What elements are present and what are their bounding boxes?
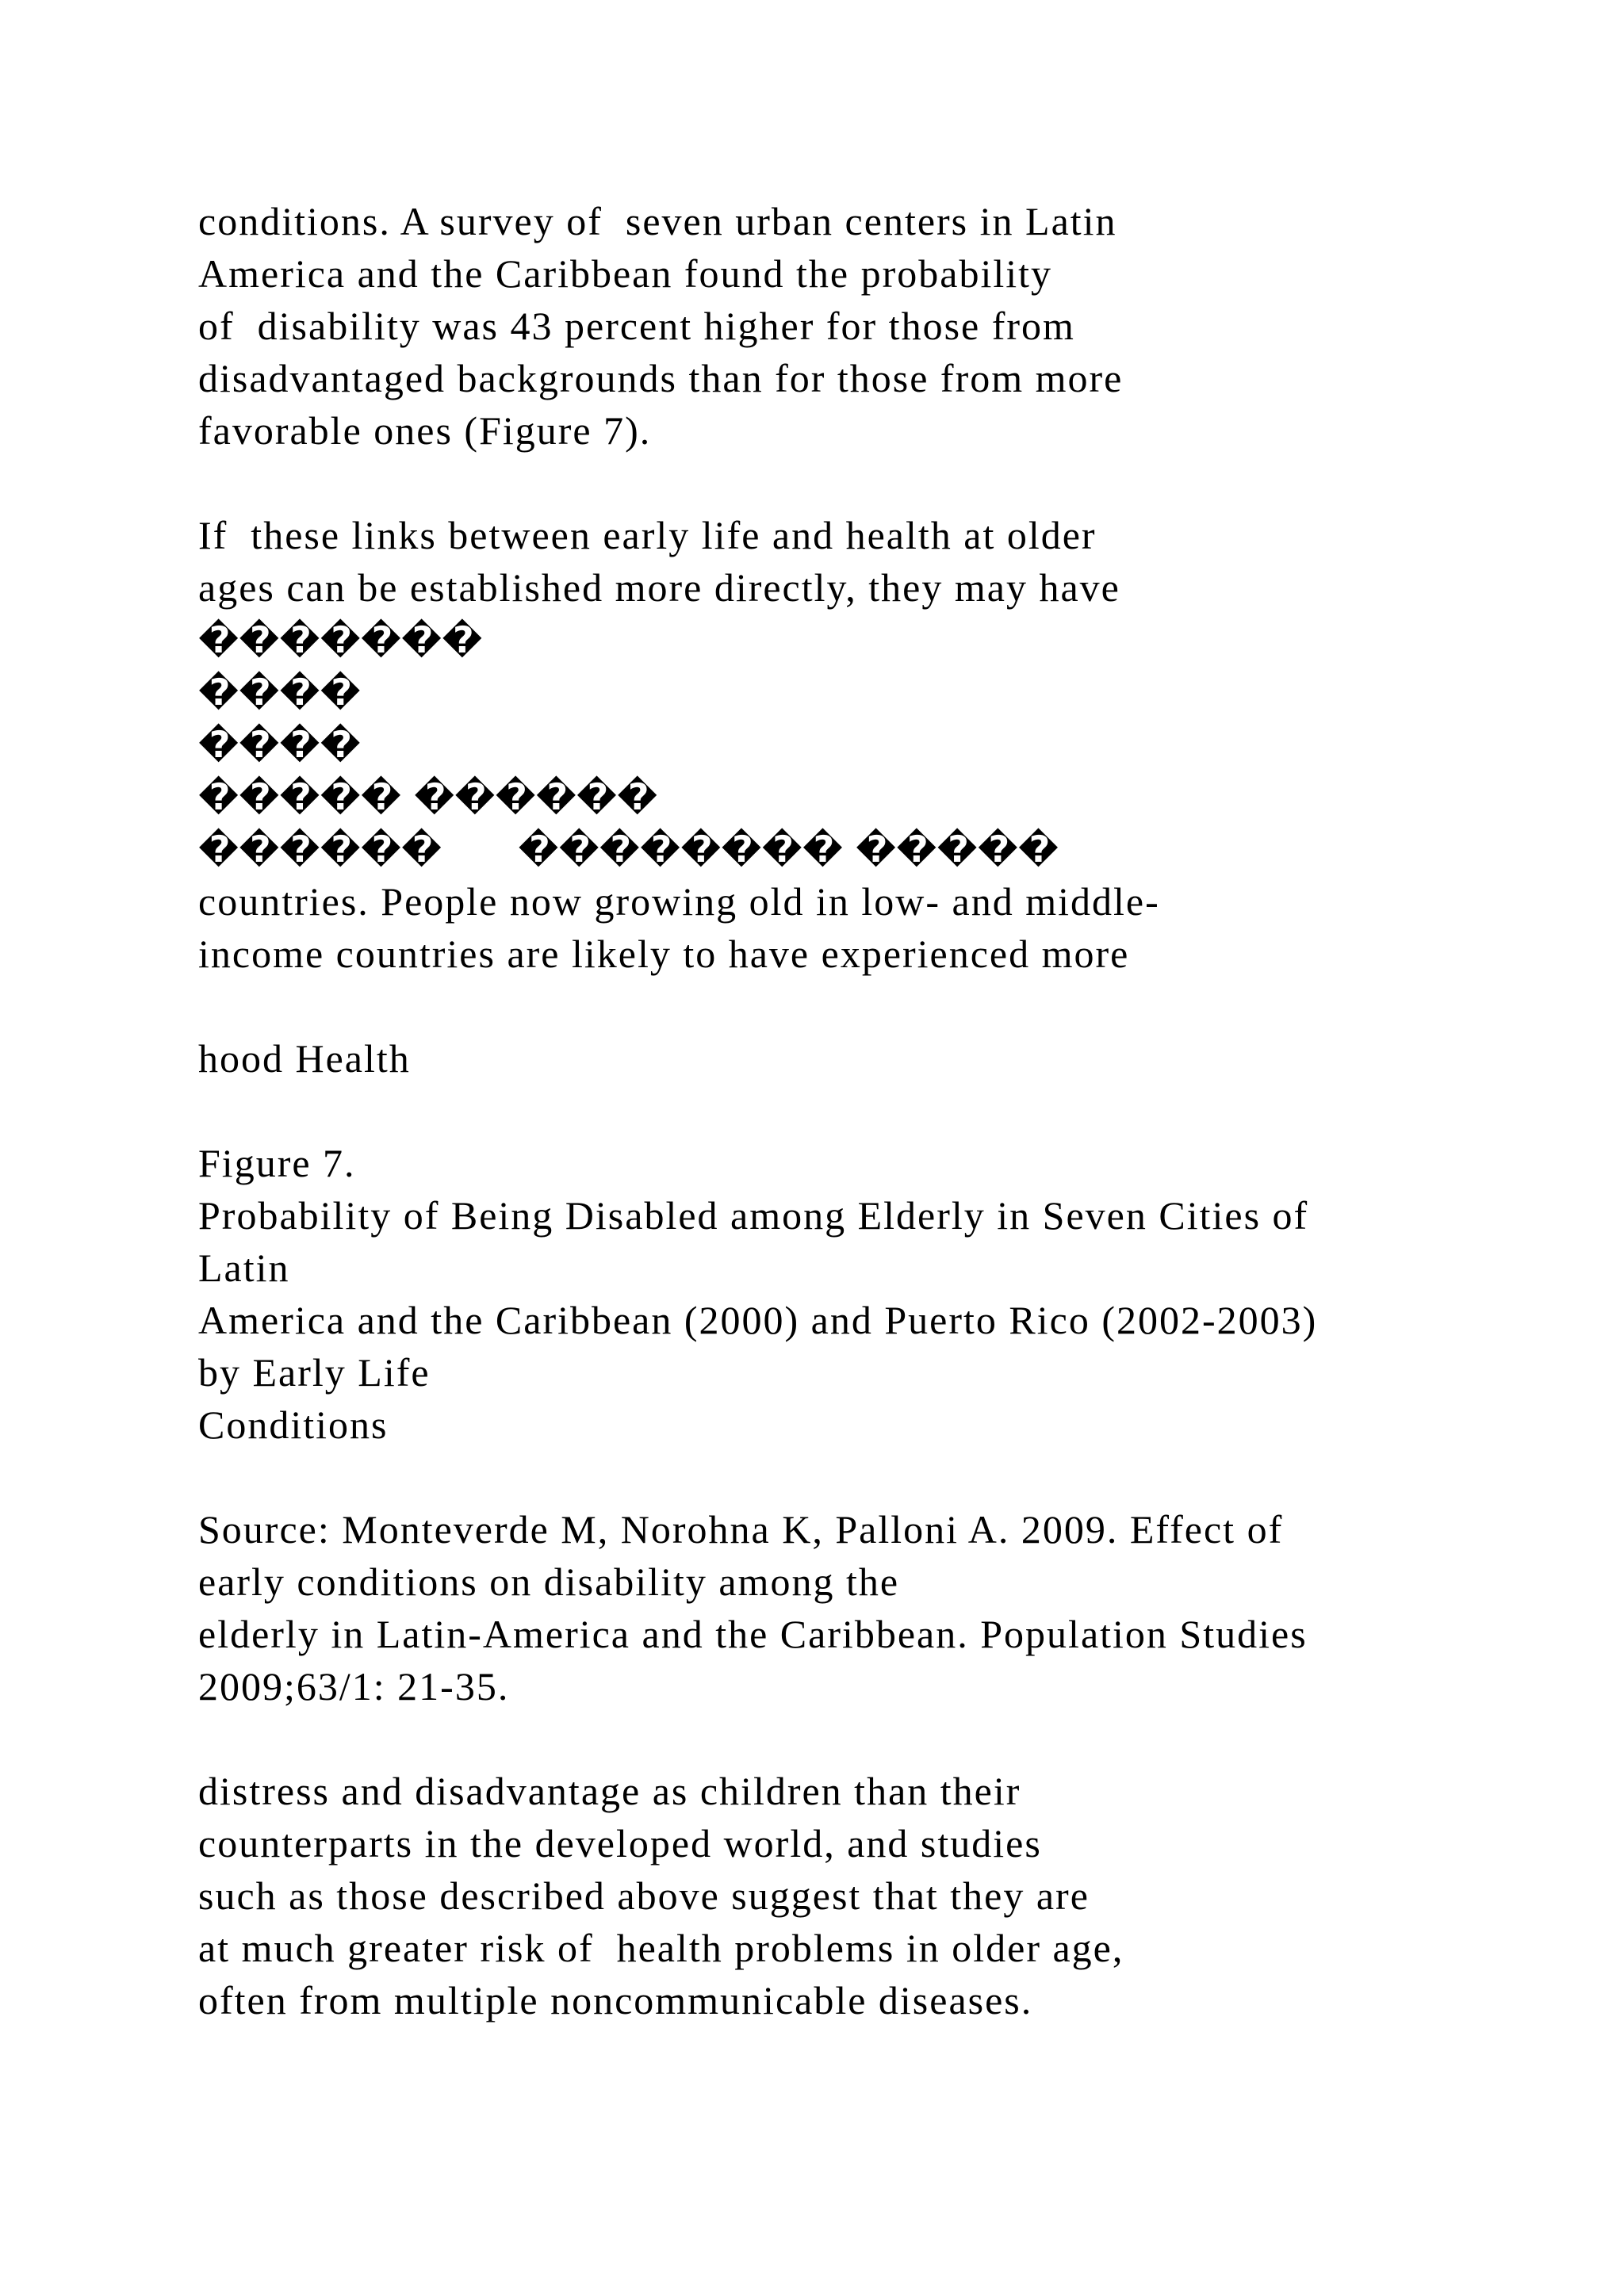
text-line: America and the Caribbean found the probability bbox=[198, 251, 1053, 296]
text-line: often from multiple noncommunicable diseases. bbox=[198, 1978, 1033, 2022]
caption-line: America and the Caribbean (2000) and Puerto Rico (2002-2003) bbox=[198, 1298, 1318, 1342]
document-page bbox=[198, 195, 1546, 2026]
text-line: If these links between early life and health at older bbox=[198, 513, 1097, 557]
text-line: ages can be established more directly, they may have bbox=[198, 565, 1120, 610]
spacer bbox=[198, 457, 1546, 509]
spacer bbox=[198, 1085, 1546, 1137]
text-line: countries. People now growing old in low- and middle- bbox=[198, 879, 1160, 924]
text-line: of disability was 43 percent higher for those from bbox=[198, 304, 1075, 348]
paragraph-3 bbox=[198, 1765, 1546, 2026]
garbled-text-line: ���� bbox=[198, 723, 361, 766]
source-line: Source: Monteverde M, Norohna K, Palloni A. 2009. Effect of bbox=[198, 1507, 1284, 1552]
source-line: early conditions on disability among the bbox=[198, 1559, 900, 1604]
source-line: 2009;63/1: 21-35. bbox=[198, 1664, 510, 1709]
paragraph-2 bbox=[198, 509, 1546, 980]
caption-line: Probability of Being Disabled among Elderly in Seven Cities of bbox=[198, 1193, 1309, 1238]
figure-caption bbox=[198, 1137, 1546, 1451]
garbled-text-line: ���� bbox=[198, 671, 361, 714]
spacer bbox=[198, 1712, 1546, 1765]
text-line: at much greater risk of health problems in older age, bbox=[198, 1926, 1124, 1970]
text-line: distress and disadvantage as children than their bbox=[198, 1769, 1021, 1813]
caption-line: Conditions bbox=[198, 1402, 389, 1447]
garbled-text-line: ����� ������ bbox=[198, 775, 658, 818]
text-line: favorable ones (Figure 7). bbox=[198, 408, 652, 453]
paragraph-1 bbox=[198, 195, 1546, 457]
caption-line: Latin bbox=[198, 1246, 290, 1290]
spacer bbox=[198, 980, 1546, 1032]
source-line: elderly in Latin-America and the Caribbean. Population Studies bbox=[198, 1612, 1308, 1656]
text-line: disadvantaged backgrounds than for those from more bbox=[198, 356, 1124, 400]
garbled-text-line: ������� bbox=[198, 618, 483, 661]
figure-label: Figure 7. bbox=[198, 1141, 356, 1185]
text-line: such as those described above suggest that they are bbox=[198, 1873, 1090, 1918]
caption-line: by Early Life bbox=[198, 1350, 431, 1395]
spacer bbox=[198, 1451, 1546, 1503]
text-line: counterparts in the developed world, and studies bbox=[198, 1821, 1042, 1866]
section-heading-fragment: hood Health bbox=[198, 1036, 411, 1081]
figure-source bbox=[198, 1503, 1546, 1712]
text-line: income countries are likely to have experienced more bbox=[198, 932, 1130, 976]
text-line: conditions. A survey of seven urban centers in Latin bbox=[198, 199, 1117, 243]
garbled-text-line: ������ �������� ����� bbox=[198, 828, 1059, 871]
